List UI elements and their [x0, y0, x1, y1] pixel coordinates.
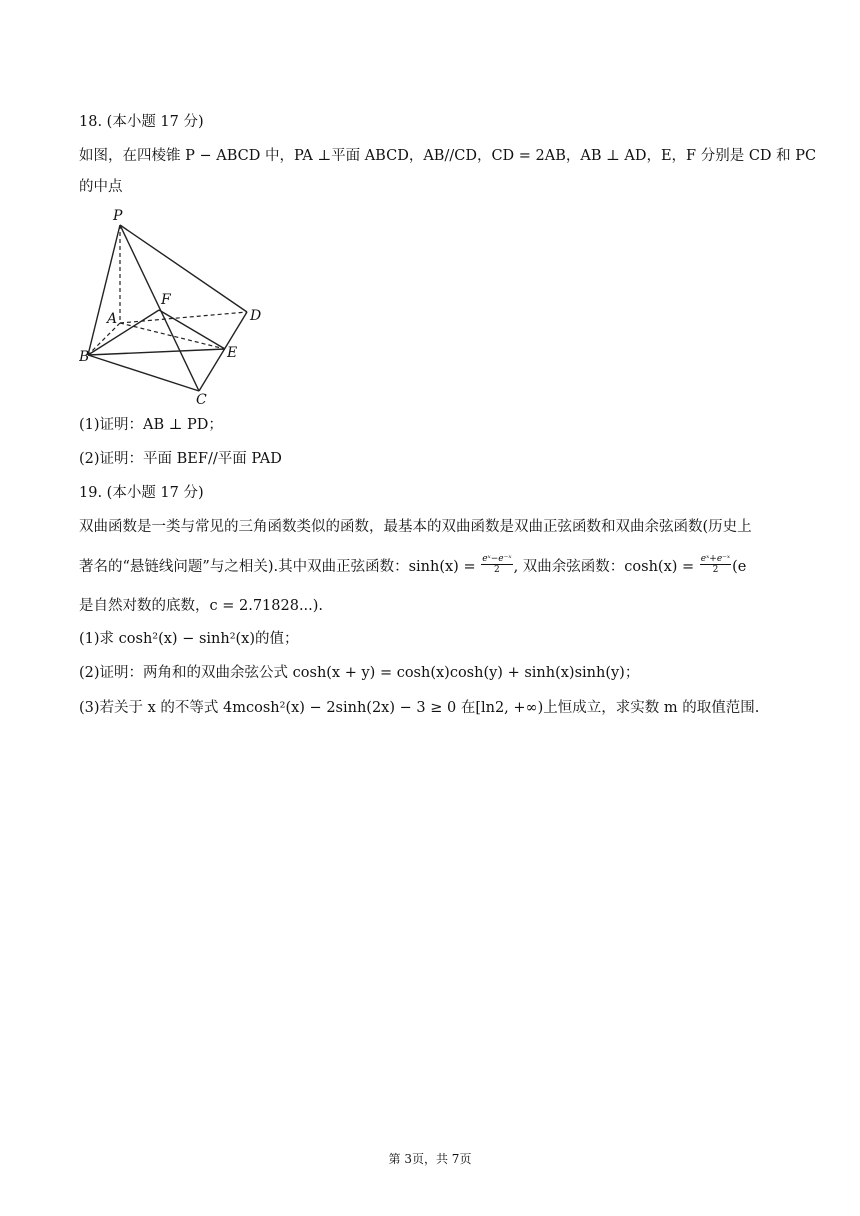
- edge-AB: [88, 323, 120, 355]
- edge-BF: [88, 310, 159, 355]
- q19-line3: 是自然对数的底数，c = 2.71828...).: [79, 598, 324, 614]
- edge-PD: [120, 225, 247, 312]
- edge-PB: [88, 225, 120, 355]
- page-footer: 第 3页，共 7页: [388, 1152, 472, 1166]
- sinh-fraction: $\frac{\text{eˣ−e⁻ˣ}}{2}$: [482, 553, 512, 575]
- edge-AD: [120, 312, 247, 323]
- q18-header: 18. (本小题 17 分): [79, 114, 204, 130]
- label-F: F: [161, 292, 171, 308]
- q18-part2: (2)证明：平面 BEF//平面 PAD: [79, 451, 282, 467]
- edge-BE: [88, 349, 225, 355]
- label-D: D: [250, 308, 262, 324]
- q19-part2: (2)证明：两角和的双曲余弦公式 cosh(x + y) = cosh(x)cosh(y) + sinh(x)sinh(y)；: [79, 665, 640, 681]
- cosh-fraction: $\frac{\text{eˣ+e⁻ˣ}}{2}$: [700, 553, 731, 575]
- edge-CD: [199, 312, 247, 391]
- pyramid-figure: [79, 205, 269, 405]
- q19-line2: [79, 553, 790, 578]
- q19-part3: (3)若关于 x 的不等式 4mcosh²(x) − 2sinh(2x) − 3 ≥ 0 在[ln2, +∞)上恒成立，求实数 m 的取值范围.: [79, 700, 760, 716]
- label-B: B: [79, 349, 90, 365]
- label-E: E: [227, 345, 238, 361]
- q19-part1: (1)求 cosh²(x) − sinh²(x)的值；: [79, 631, 299, 647]
- q19-line2-b: , 双曲余弦函数：cosh(x) =: [513, 559, 695, 575]
- q19-line2-c: (e: [732, 559, 747, 575]
- label-C: C: [196, 392, 207, 405]
- edge-FE: [159, 310, 225, 349]
- q18-part1: (1)证明：AB ⊥ PD；: [79, 417, 223, 433]
- label-P: P: [113, 208, 123, 224]
- edge-BC: [88, 355, 199, 391]
- q19-header: 19. (本小题 17 分): [79, 485, 204, 501]
- q18-stem-line2: 的中点: [79, 179, 123, 195]
- edge-PC: [120, 225, 199, 391]
- q19-line1: 双曲函数是一类与常见的三角函数类似的函数，最基本的双曲函数是双曲正弦函数和双曲余弦函数(历史上: [79, 519, 752, 535]
- label-A: A: [107, 311, 118, 327]
- q19-line2-a: 著名的“悬链线问题”与之相关).其中双曲正弦函数：sinh(x) =: [79, 559, 476, 575]
- q18-stem-line1: 如图，在四棱锥 P − ABCD 中，PA ⊥平面 ABCD，AB//CD，CD = 2AB，AB ⊥ AD，E，F 分别是 CD 和 PC: [79, 148, 817, 164]
